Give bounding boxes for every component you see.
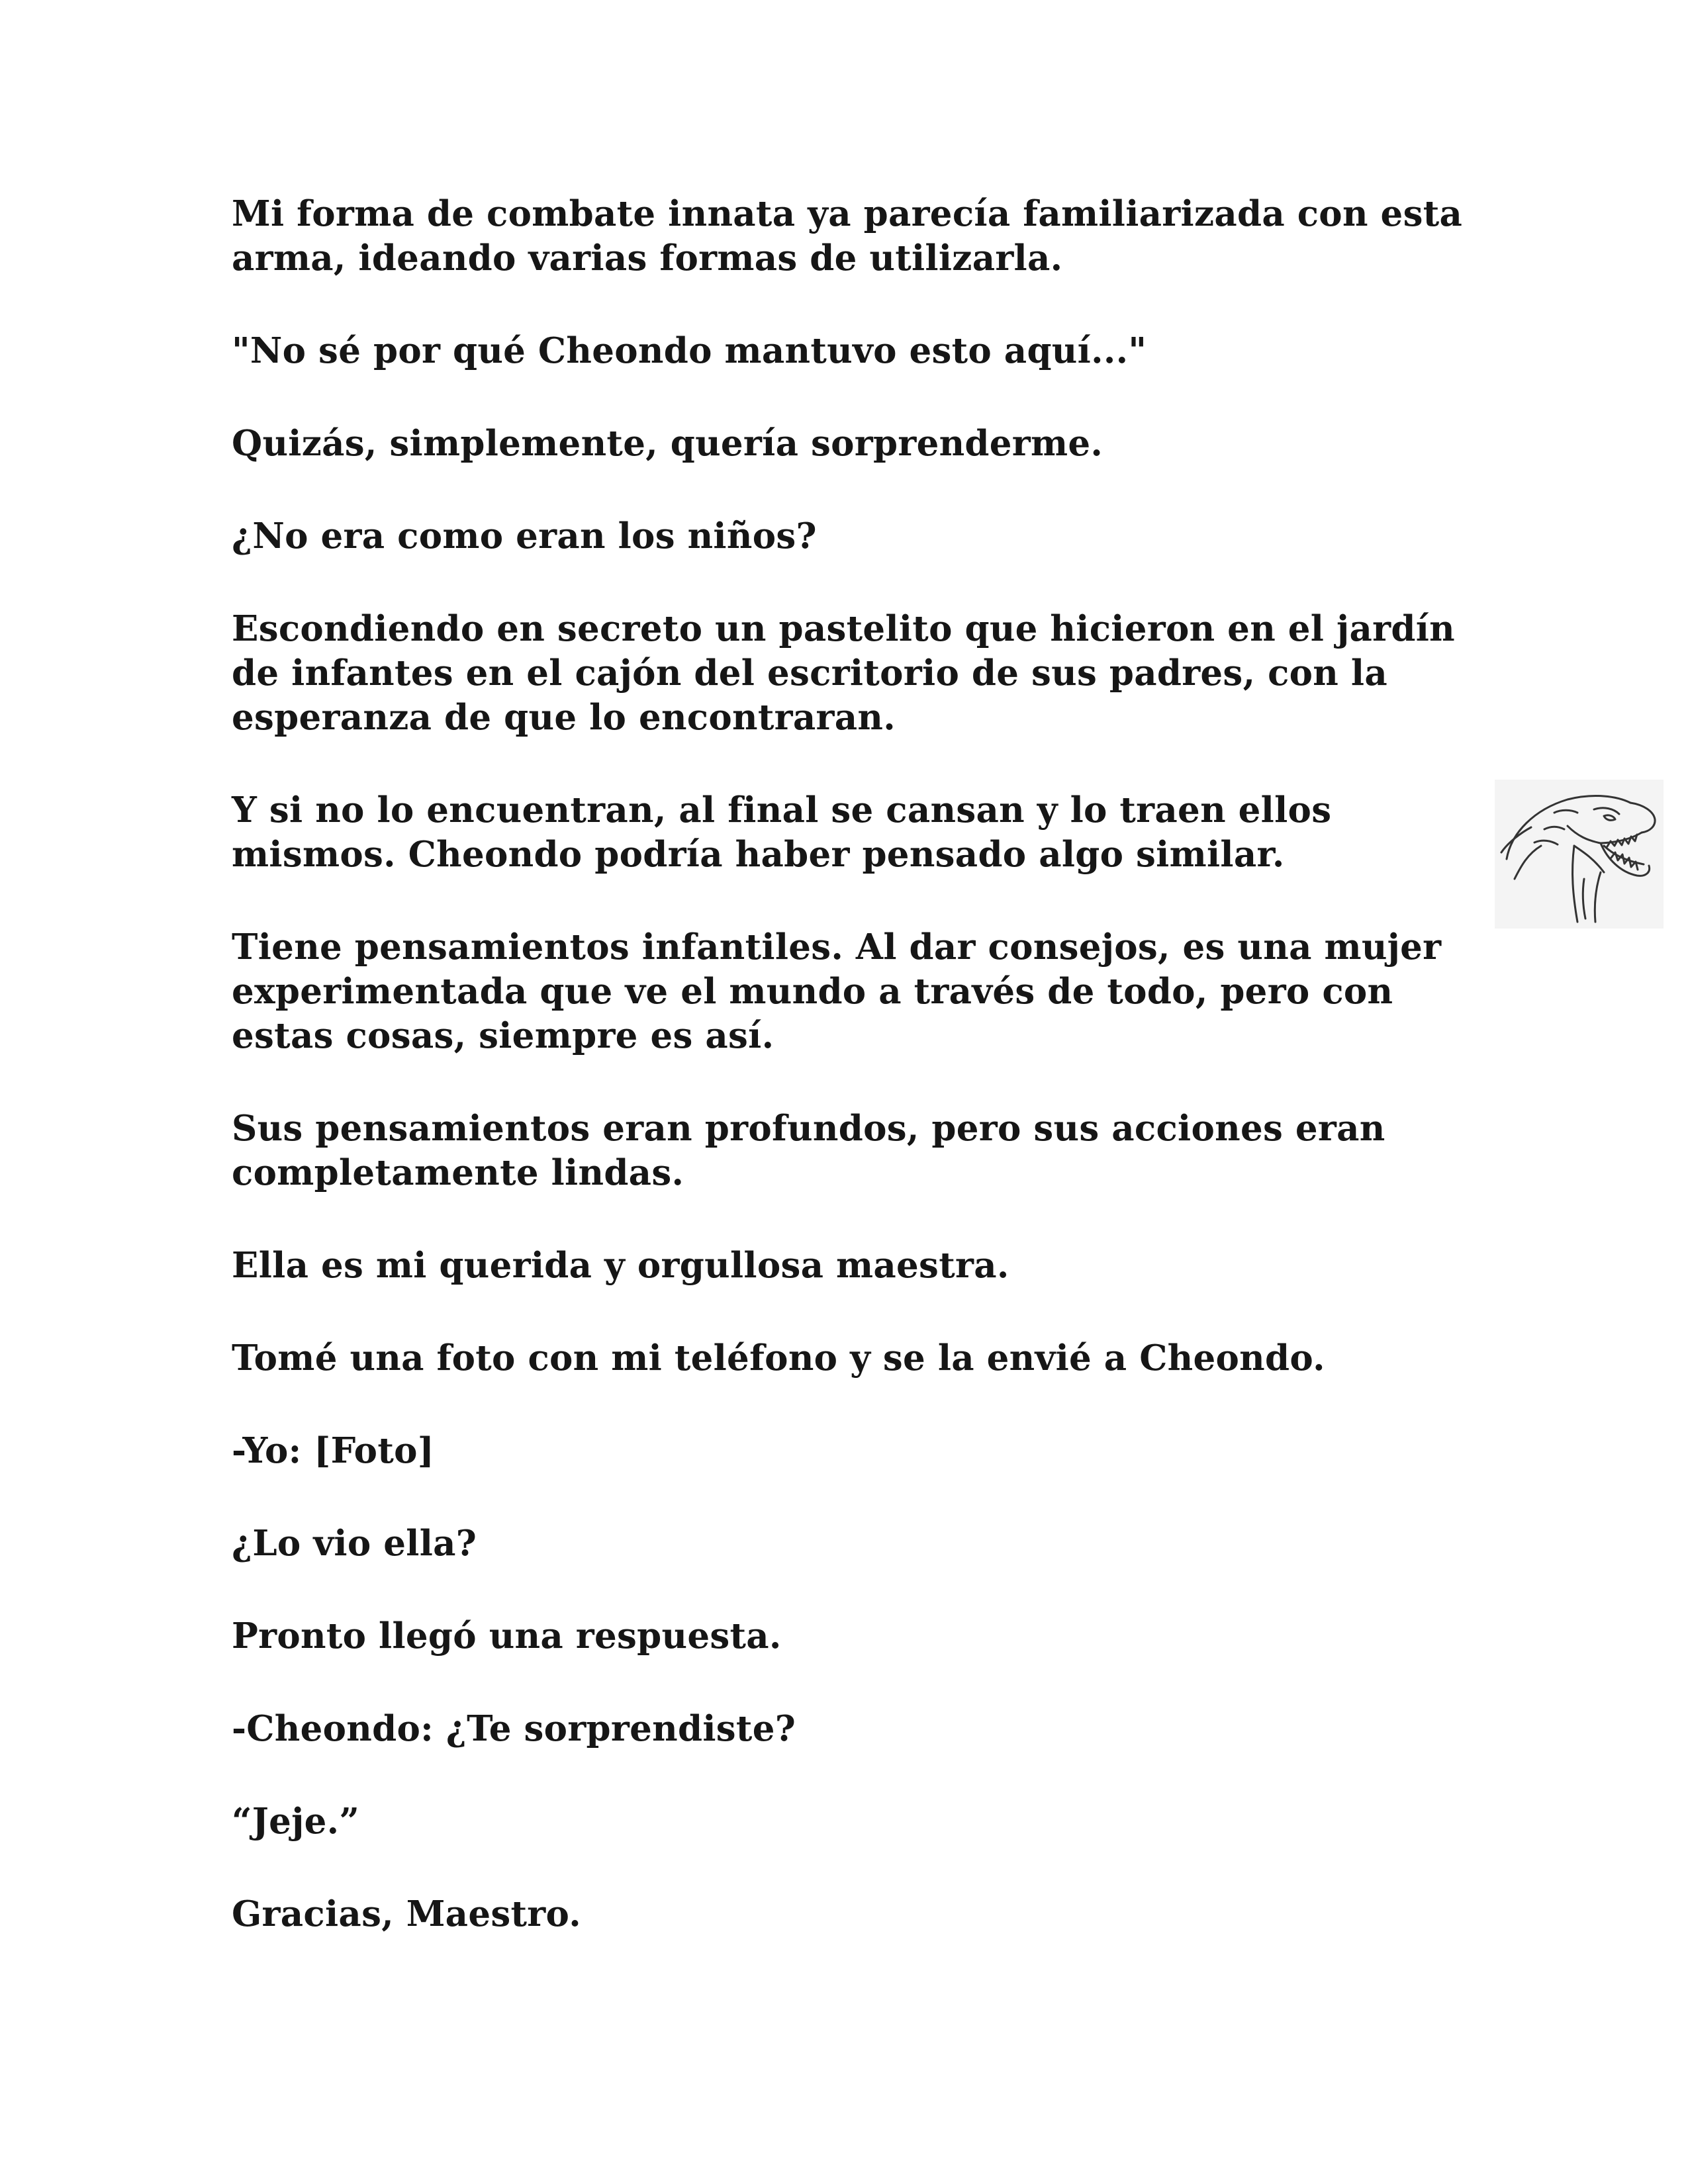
paragraph: "No sé por qué Cheondo mantuvo esto aquí..." bbox=[232, 330, 1147, 371]
paragraph: Tiene pensamientos infantiles. Al dar consejos, es una mujer experimentada que ve el mundo a través de todo, pero con estas cosas, siempre es así. bbox=[232, 927, 1442, 1056]
paragraph: Mi forma de combate innata ya parecía familiarizada con esta arma, ideando varias formas de utilizarla. bbox=[232, 193, 1463, 279]
paragraph: Quizás, simplemente, quería sorprenderme. bbox=[232, 423, 1103, 464]
paragraph: Escondiendo en secreto un pastelito que hicieron en el jardín de infantes en el cajón del escritorio de sus padres, con la esperanza de que lo encontraran. bbox=[232, 608, 1455, 738]
paragraph: Pronto llegó una respuesta. bbox=[232, 1615, 782, 1657]
paragraph: Y si no lo encuentran, al final se cansan y lo traen ellos mismos. Cheondo podría haber pensado algo similar. bbox=[232, 790, 1332, 875]
paragraph: Sus pensamientos eran profundos, pero sus acciones eran completamente lindas. bbox=[232, 1108, 1385, 1193]
paragraph: -Yo: [Foto] bbox=[232, 1430, 435, 1471]
paragraph: “Jeje.” bbox=[232, 1801, 360, 1842]
paragraph: Tomé una foto con mi teléfono y se la envié a Cheondo. bbox=[232, 1338, 1325, 1379]
paragraph: ¿Lo vio ella? bbox=[232, 1523, 477, 1564]
paragraph: -Cheondo: ¿Te sorprendiste? bbox=[232, 1708, 796, 1749]
dinosaur-head-sketch-icon bbox=[1495, 780, 1664, 929]
document-body bbox=[232, 192, 1463, 1985]
paragraph: ¿No era como eran los niños? bbox=[232, 516, 817, 557]
paragraph: Gracias, Maestro. bbox=[232, 1893, 581, 1934]
paragraph: Ella es mi querida y orgullosa maestra. bbox=[232, 1245, 1009, 1286]
